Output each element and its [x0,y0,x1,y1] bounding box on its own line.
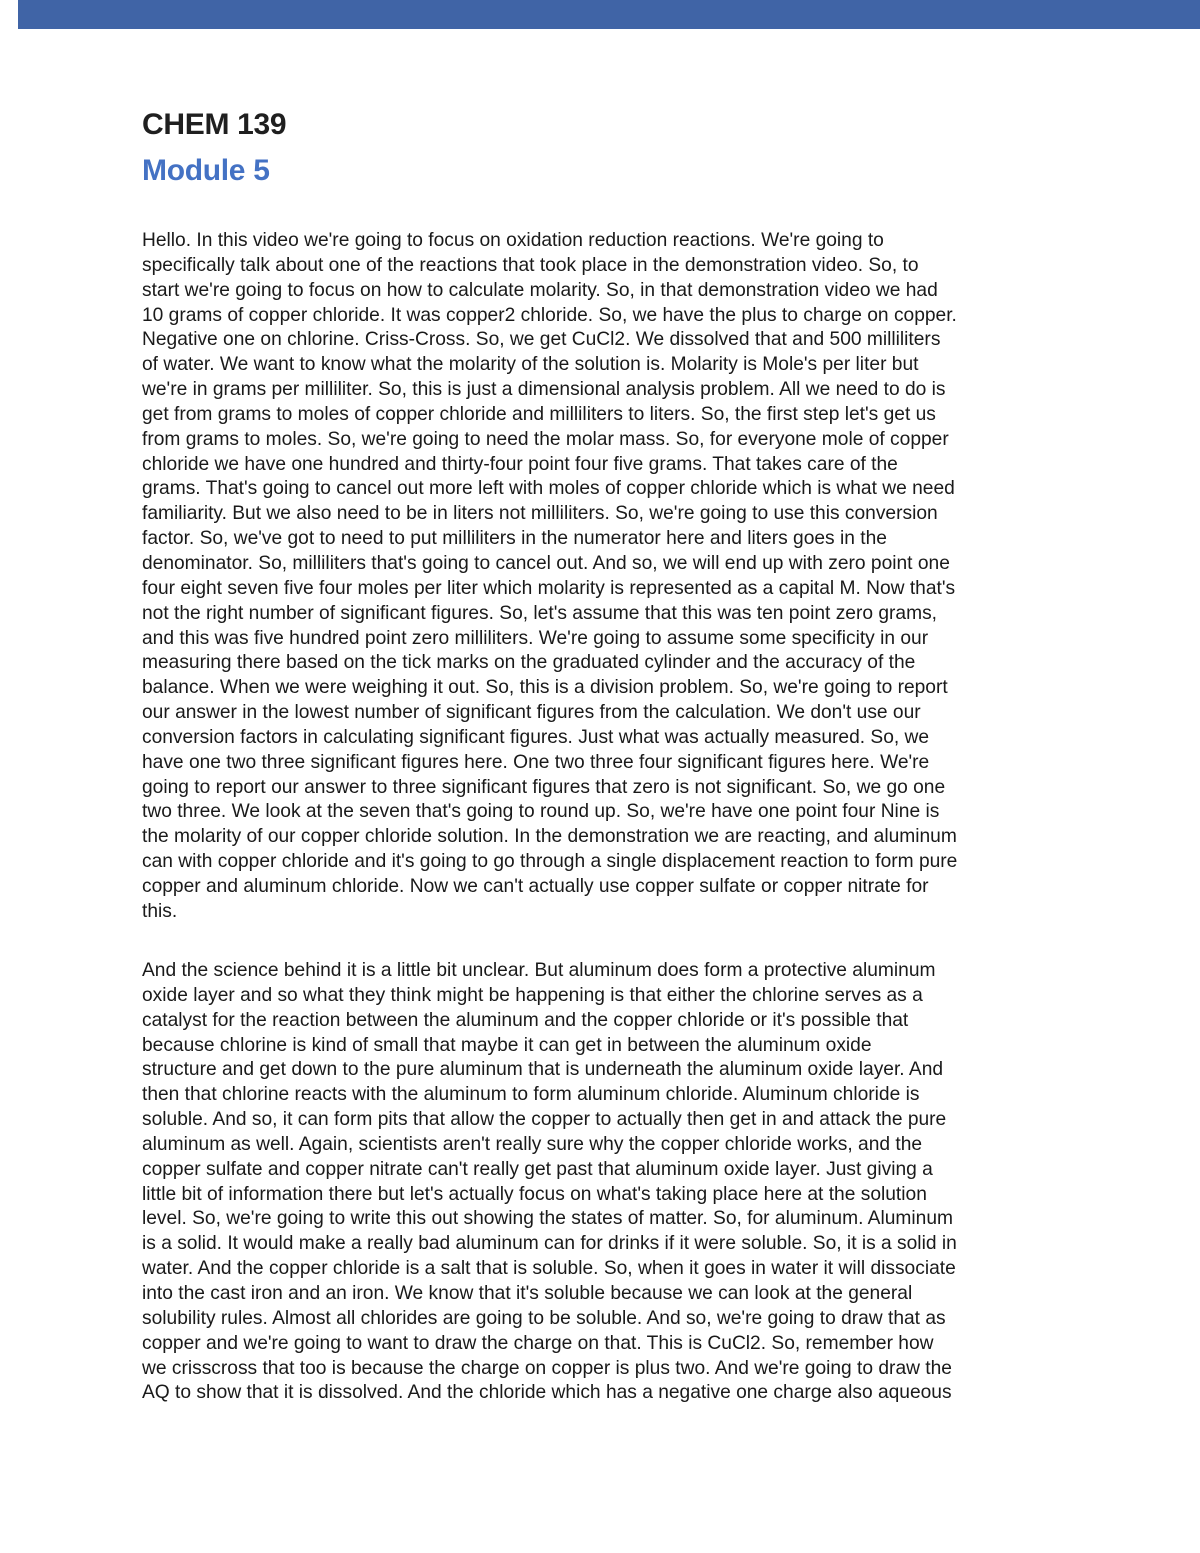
text-line: can with copper chloride and it's going to go through a single displacement reaction to form pure [142,851,958,873]
text-line: start we're going to focus on how to calculate molarity. So, in that demonstration video we had [142,279,938,301]
text-line: this. [142,900,178,922]
text-line: oxide layer and so what they think might be happening is that either the chlorine serves as a [142,984,923,1006]
text-line: water. And the copper chloride is a salt that is soluble. So, when it goes in water it will dissociate [142,1258,956,1280]
text-line: soluble. And so, it can form pits that allow the copper to actually then get in and attack the pure [142,1109,947,1131]
text-line: aluminum as well. Again, scientists aren't really sure why the copper chloride works, and the [142,1133,923,1155]
text-line: chloride we have one hundred and thirty-four point four five grams. That takes care of the [142,453,898,475]
text-line: balance. When we were weighing it out. So, this is a division problem. So, we're going to report [142,677,948,699]
text-line: from grams to moles. So, we're going to need the molar mass. So, for everyone mole of copper [142,428,949,450]
text-line: AQ to show that it is dissolved. And the chloride which has a negative one charge also aqueous [142,1382,952,1404]
text-line: catalyst for the reaction between the aluminum and the copper chloride or it's possible that [142,1009,909,1031]
text-line: then that chlorine reacts with the aluminum to form aluminum chloride. Aluminum chloride is [142,1084,920,1106]
text-line: we crisscross that too is because the charge on copper is plus two. And we're going to draw the [142,1357,952,1379]
text-line: structure and get down to the pure aluminum that is underneath the aluminum oxide layer. And [142,1059,944,1081]
text-line: copper and aluminum chloride. Now we can't actually use copper sulfate or copper nitrate for [142,875,929,897]
course-title: CHEM 139 [142,108,287,141]
text-line: of water. We want to know what the molarity of the solution is. Molarity is Mole's per liter but [142,354,919,376]
text-line: into the cast iron and an iron. We know that it's soluble because we can look at the general [142,1282,913,1304]
text-line: two three. We look at the seven that's going to round up. So, we're have one point four Nine is [142,801,940,823]
text-line: four eight seven five four moles per liter which molarity is represented as a capital M. Now that's [142,577,956,599]
text-line: And the science behind it is a little bit unclear. But aluminum does form a protective aluminum [142,960,936,981]
text-line: going to report our answer to three significant figures that zero is not significant. So, we go one [142,776,946,798]
text-line: grams. That's going to cancel out more left with moles of copper chloride which is what we need [142,478,955,500]
text-line: Hello. In this video we're going to focus on oxidation reduction reactions. We're going to [142,230,884,251]
text-line: we're in grams per milliliter. So, this is just a dimensional analysis problem. All we need to do is [142,379,946,401]
text-line: copper sulfate and copper nitrate can't really get past that aluminum oxide layer. Just giving a [142,1158,933,1180]
transcript-paragraph-1 [142,229,1066,925]
module-title: Module 5 [142,154,270,187]
text-line: have one two three significant figures here. One two three four significant figures here. We're [142,751,930,773]
header-bar [18,0,1200,29]
text-line: conversion factors in calculating significant figures. Just what was actually measured. So, we [142,726,930,748]
text-line: solubility rules. Almost all chlorides are going to be soluble. And so, we're going to draw that as [142,1307,946,1329]
text-line: factor. So, we've got to need to put milliliters in the numerator here and liters goes in the [142,528,887,550]
text-line: the molarity of our copper chloride solution. In the demonstration we are reacting, and aluminum [142,826,957,848]
text-line: Negative one on chlorine. Criss-Cross. So, we get CuCl2. We dissolved that and 500 milliliters [142,329,941,351]
text-line: because chlorine is kind of small that maybe it can get in between the aluminum oxide [142,1034,872,1056]
text-line: our answer in the lowest number of significant figures from the calculation. We don't use our [142,702,921,724]
text-line: specifically talk about one of the reactions that took place in the demonstration video. So, to [142,254,919,276]
text-line: 10 grams of copper chloride. It was copper2 chloride. So, we have the plus to charge on copper. [142,304,957,326]
text-line: measuring there based on the tick marks on the graduated cylinder and the accuracy of the [142,652,916,674]
text-line: copper and we're going to want to draw the charge on that. This is CuCl2. So, remember how [142,1332,934,1354]
text-line: get from grams to moles of copper chloride and milliliters to liters. So, the first step let's get us [142,403,936,425]
transcript-paragraph-2 [142,959,1066,1406]
text-line: and this was five hundred point zero milliliters. We're going to assume some specificity in our [142,627,929,649]
text-line: not the right number of significant figures. So, let's assume that this was ten point zero grams, [142,602,938,624]
text-line: is a solid. It would make a really bad aluminum can for drinks if it were soluble. So, it is a solid in [142,1233,957,1255]
text-line: little bit of information there but let's actually focus on what's taking place here at the solution [142,1183,927,1205]
text-line: denominator. So, milliliters that's going to cancel out. And so, we will end up with zero point one [142,552,950,574]
text-line: level. So, we're going to write this out showing the states of matter. So, for aluminum. Aluminum [142,1208,953,1230]
text-line: familiarity. But we also need to be in liters not milliliters. So, we're going to use this conversion [142,503,938,525]
